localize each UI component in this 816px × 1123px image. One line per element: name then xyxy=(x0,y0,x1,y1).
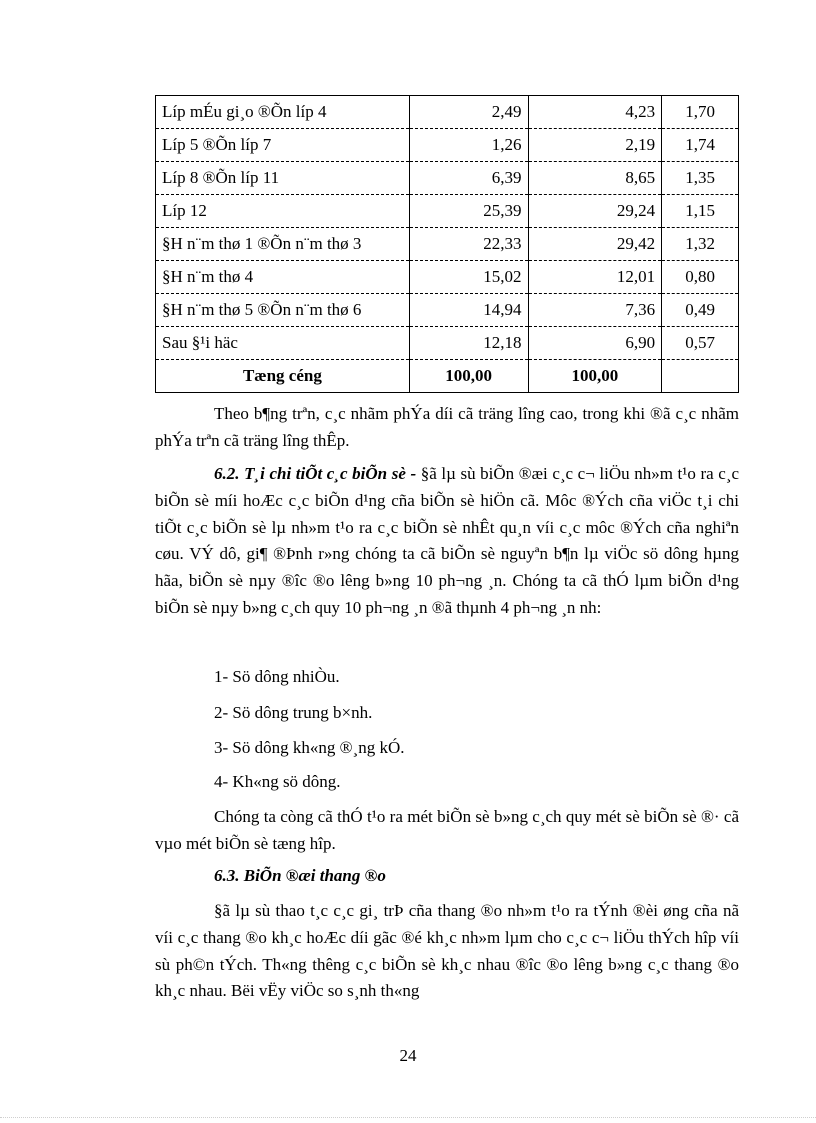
table-row xyxy=(156,261,739,294)
distribution-table xyxy=(155,95,739,393)
value-cell-col3: 0,80 xyxy=(662,261,739,294)
list-item-2: 2- Sö dông trung b×nh. xyxy=(214,703,373,722)
value-cell-col1: 6,39 xyxy=(409,162,528,195)
row-label-cell: Sau §¹i häc xyxy=(156,327,410,360)
table-total-row xyxy=(156,360,739,393)
table-row xyxy=(156,129,739,162)
table-row xyxy=(156,327,739,360)
value-cell-col1: 25,39 xyxy=(409,195,528,228)
value-cell-col2: 100,00 xyxy=(528,360,662,393)
value-cell-col1: 15,02 xyxy=(409,261,528,294)
list-item-1: 1- Sö dông nhiÒu. xyxy=(214,667,340,686)
value-cell-col3: 1,35 xyxy=(662,162,739,195)
page-number: 24 xyxy=(399,1046,417,1065)
section-6-2-body: §ã lµ sù biÕn ®æi c¸c c¬ liÖu nh»m t¹o ra c¸c biÕn sè míi hoÆc c¸c biÕn d¹ng cña biÕn sè hiÖn cã. Môc ®Ých cña viÖc t¸i chi tiÕt c¸c biÕn sè lµ nh»m t¹o ra c¸c biÕn sè nhÊt qu¸n víi c¸c môc ®Ých cña nghiªn cøu. VÝ dô, gi¶ ®Þnh r»ng chóng ta cã biÕn sè nguyªn b¶n lµ viÖc sö dông hµng hãa, biÕn sè nµy ®îc ®o lêng b»ng 10 ph¬ng ¸n. Chóng ta cã thÓ lµm biÕn d¹ng biÕn sè nµy b»ng c¸ch quy 10 ph¬ng ¸n ®ã thµnh 4 ph¬ng ¸n nh: xyxy=(155,464,739,617)
row-label-cell: §H n¨m thø 1 ®Õn n¨m thø 3 xyxy=(156,228,410,261)
value-cell-col2: 12,01 xyxy=(528,261,662,294)
value-cell-col1: 22,33 xyxy=(409,228,528,261)
row-label-cell: Tæng céng xyxy=(156,360,410,393)
section-6-3-heading: 6.3. BiÕn ®æi thang ®o xyxy=(214,866,386,885)
row-label-cell: §H n¨m thø 4 xyxy=(156,261,410,294)
list-item-3: 3- Sö dông kh«ng ®¸ng kÓ. xyxy=(214,738,405,757)
value-cell-col1: 14,94 xyxy=(409,294,528,327)
value-cell-col3: 1,74 xyxy=(662,129,739,162)
list-item-4: 4- Kh«ng sö dông. xyxy=(214,772,341,791)
table-row xyxy=(156,195,739,228)
row-label-cell: §H n¨m thø 5 ®Õn n¨m thø 6 xyxy=(156,294,410,327)
row-label-cell: Líp mÉu gi¸o ®Õn líp 4 xyxy=(156,96,410,129)
table-row xyxy=(156,162,739,195)
value-cell-col2: 4,23 xyxy=(528,96,662,129)
value-cell-col2: 6,90 xyxy=(528,327,662,360)
paragraph-text: §ã lµ sù thao t¸c c¸c gi¸ trÞ cña thang ®o nh»m t¹o ra tÝnh ®èi øng cña nã víi c¸c thang ®o kh¸c hoÆc díi gãc ®é kh¸c nh»m lµm cho c¸c c¬ liÖu thÝch hîp víi sù ph©n tÝch. Th«ng thêng c¸c biÕn sè kh¸c nhau ®îc ®o lêng b»ng c¸c thang ®o kh¸c nhau. Bëi vËy viÖc so s¸nh th«ng xyxy=(155,901,739,1001)
value-cell-col2: 29,42 xyxy=(528,228,662,261)
value-cell-col1: 100,00 xyxy=(409,360,528,393)
value-cell-col1: 2,49 xyxy=(409,96,528,129)
value-cell-col3: 1,70 xyxy=(662,96,739,129)
table-row xyxy=(156,228,739,261)
value-cell-col1: 1,26 xyxy=(409,129,528,162)
value-cell-col1: 12,18 xyxy=(409,327,528,360)
section-6-2 xyxy=(155,461,739,622)
section-6-3-body xyxy=(155,898,739,1005)
paragraph-text: Theo b¶ng trªn, c¸c nhãm phÝa díi cã träng lîng cao, trong khi ®ã c¸c nhãm phÝa trªn cã träng lîng thÊp. xyxy=(155,404,739,450)
paragraph-text: Chóng ta còng cã thÓ t¹o ra mét biÕn sè b»ng c¸ch quy mét sè biÕn sè ®· cã vµo mét biÕn sè tæng hîp. xyxy=(155,807,739,853)
value-cell-col3: 0,49 xyxy=(662,294,739,327)
value-cell-col3 xyxy=(662,360,739,393)
value-cell-col2: 7,36 xyxy=(528,294,662,327)
value-cell-col2: 2,19 xyxy=(528,129,662,162)
paragraph-composite-variable xyxy=(155,804,739,858)
paragraph-table-comment xyxy=(155,401,739,455)
section-6-2-heading: 6.2. T¸i chi tiÕt c¸c biÕn sè - xyxy=(214,464,417,483)
table-row xyxy=(156,294,739,327)
table-row xyxy=(156,96,739,129)
value-cell-col3: 0,57 xyxy=(662,327,739,360)
row-label-cell: Líp 8 ®Õn líp 11 xyxy=(156,162,410,195)
value-cell-col2: 29,24 xyxy=(528,195,662,228)
value-cell-col3: 1,15 xyxy=(662,195,739,228)
value-cell-col2: 8,65 xyxy=(528,162,662,195)
row-label-cell: Líp 12 xyxy=(156,195,410,228)
page-bottom-edge xyxy=(0,1117,816,1118)
value-cell-col3: 1,32 xyxy=(662,228,739,261)
row-label-cell: Líp 5 ®Õn líp 7 xyxy=(156,129,410,162)
